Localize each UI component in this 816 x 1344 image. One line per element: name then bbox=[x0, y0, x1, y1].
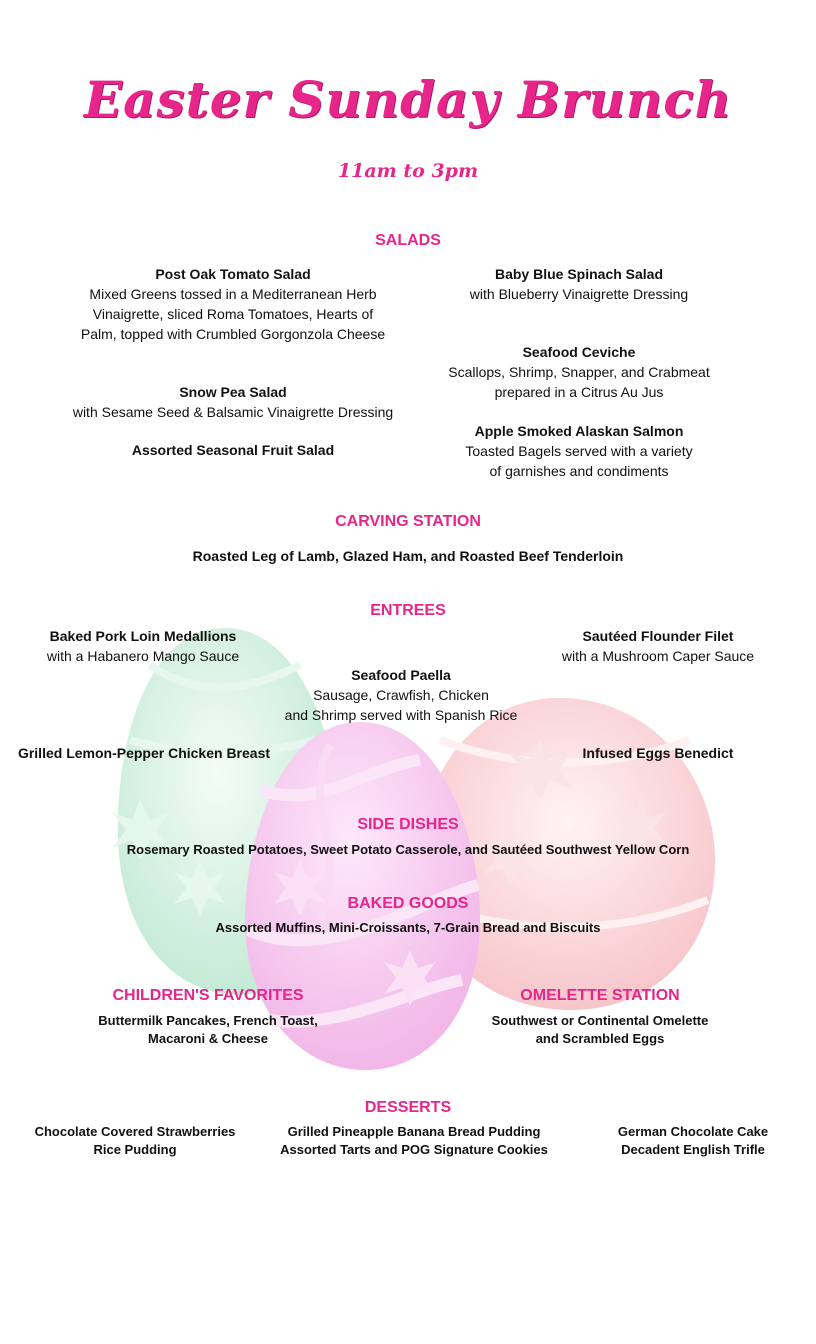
baked-goods-heading: BAKED GOODS bbox=[347, 895, 469, 912]
side-dishes-heading: SIDE DISHES bbox=[357, 816, 459, 833]
salad-item bbox=[414, 342, 744, 402]
salad-name: Assorted Seasonal Fruit Salad bbox=[131, 442, 335, 458]
entree-name: Baked Pork Loin Medallions bbox=[49, 628, 237, 644]
salad-item bbox=[414, 421, 744, 481]
salad-item bbox=[48, 264, 418, 344]
salad-name: Post Oak Tomato Salad bbox=[155, 266, 311, 282]
entree-item bbox=[20, 626, 266, 666]
salad-desc: Vinaigrette, sliced Roma Tomatoes, Hearts of bbox=[92, 306, 374, 322]
dessert-item: Rice Pudding bbox=[93, 1142, 177, 1157]
entree-name: Seafood Paella bbox=[351, 667, 451, 683]
childrens-line: Macaroni & Cheese bbox=[148, 1031, 268, 1046]
carving-heading: CARVING STATION bbox=[335, 513, 481, 530]
salad-desc: Palm, topped with Crumbled Gorgonzola Cheese bbox=[80, 326, 386, 342]
salad-desc: Mixed Greens tossed in a Mediterranean Herb bbox=[89, 286, 377, 302]
salad-name: Snow Pea Salad bbox=[179, 384, 287, 400]
salad-name: Seafood Ceviche bbox=[522, 344, 636, 360]
entree-desc: with a Habanero Mango Sauce bbox=[46, 648, 240, 664]
omelette-line: Southwest or Continental Omelette bbox=[491, 1013, 709, 1028]
desserts-heading: DESSERTS bbox=[364, 1099, 452, 1116]
salad-desc: of garnishes and condiments bbox=[489, 463, 669, 479]
carving-items: Roasted Leg of Lamb, Glazed Ham, and Roasted Beef Tenderloin bbox=[192, 548, 624, 564]
salad-item bbox=[48, 440, 418, 460]
side-dishes-items: Rosemary Roasted Potatoes, Sweet Potato Casserole, and Sautéed Southwest Yellow Corn bbox=[126, 842, 690, 857]
entree-item bbox=[256, 665, 546, 725]
dessert-item: German Chocolate Cake bbox=[617, 1124, 769, 1139]
entrees-heading: ENTREES bbox=[370, 602, 446, 619]
entree-desc: and Shrimp served with Spanish Rice bbox=[284, 707, 518, 723]
salad-desc: with Sesame Seed & Balsamic Vinaigrette Dressing bbox=[72, 404, 394, 420]
page-title: Easter Sunday Brunch bbox=[83, 70, 733, 129]
dessert-item: Assorted Tarts and POG Signature Cookies bbox=[280, 1142, 548, 1157]
entree-name: Sautéed Flounder Filet bbox=[582, 628, 734, 644]
salad-item bbox=[48, 382, 418, 422]
dessert-item: Chocolate Covered Strawberries bbox=[34, 1124, 236, 1139]
entree-name: Infused Eggs Benedict bbox=[582, 745, 734, 761]
salad-name: Apple Smoked Alaskan Salmon bbox=[474, 423, 684, 439]
dessert-item: Grilled Pineapple Banana Bread Pudding bbox=[287, 1124, 541, 1139]
dessert-item: Decadent English Trifle bbox=[621, 1142, 765, 1157]
salad-item bbox=[414, 264, 744, 304]
salad-desc: Scallops, Shrimp, Snapper, and Crabmeat bbox=[448, 364, 710, 380]
entree-desc: with a Mushroom Caper Sauce bbox=[561, 648, 755, 664]
baked-goods-items: Assorted Muffins, Mini-Croissants, 7-Grain Bread and Biscuits bbox=[215, 920, 601, 935]
childrens-line: Buttermilk Pancakes, French Toast, bbox=[98, 1013, 318, 1028]
salad-desc: with Blueberry Vinaigrette Dressing bbox=[469, 286, 689, 302]
childrens-favorites-heading: CHILDREN'S FAVORITES bbox=[112, 987, 304, 1004]
entree-desc: Sausage, Crawfish, Chicken bbox=[313, 687, 489, 703]
salad-name: Baby Blue Spinach Salad bbox=[494, 266, 664, 282]
salads-heading: SALADS bbox=[375, 232, 441, 249]
entree-name: Grilled Lemon-Pepper Chicken Breast bbox=[17, 745, 271, 761]
omelette-station-heading: OMELETTE STATION bbox=[520, 987, 680, 1004]
salad-desc: Toasted Bagels served with a variety bbox=[465, 443, 693, 459]
salad-desc: prepared in a Citrus Au Jus bbox=[494, 384, 664, 400]
hours-subtitle: 11am to 3pm bbox=[337, 160, 479, 182]
omelette-line: and Scrambled Eggs bbox=[535, 1031, 665, 1046]
entree-item bbox=[540, 626, 776, 666]
